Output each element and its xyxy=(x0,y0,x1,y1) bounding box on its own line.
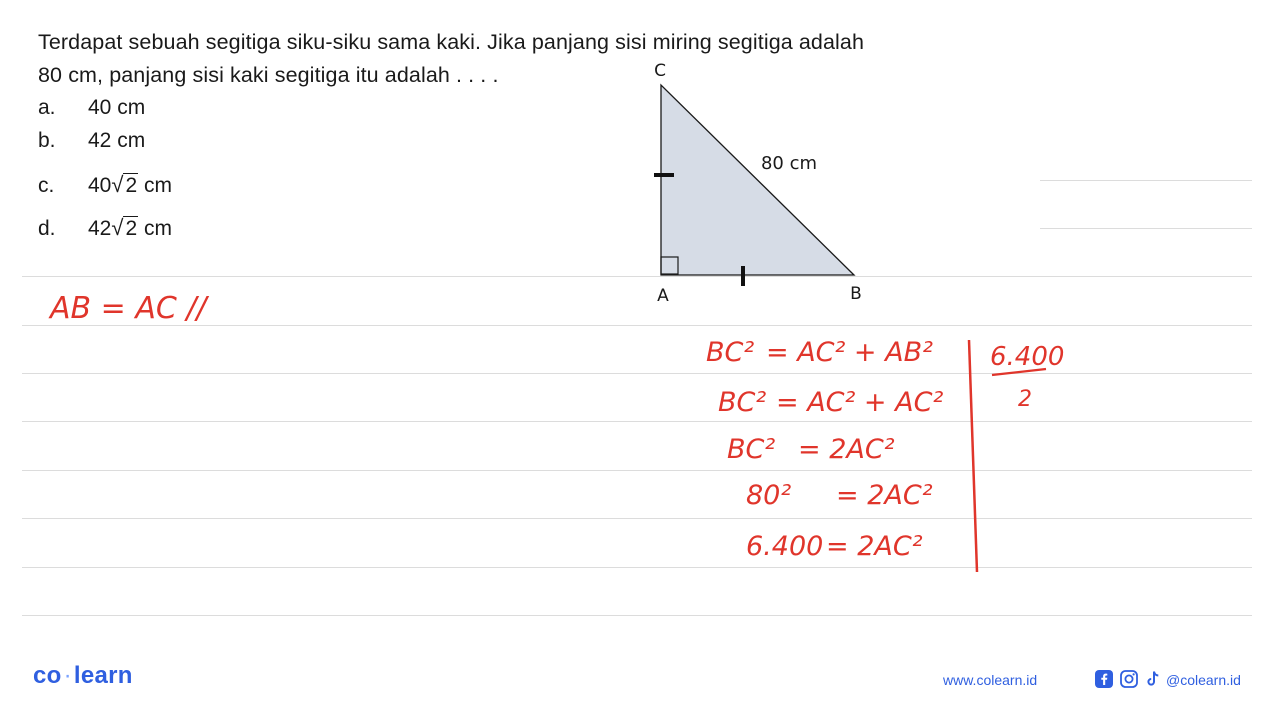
handwritten-step-1-rhs: = AC² + AB² xyxy=(766,337,933,368)
handwritten-side-numerator: 6.400 xyxy=(990,342,1065,372)
vertex-label-a: A xyxy=(657,286,669,306)
square-root: √2 xyxy=(111,172,138,197)
square-root: √2 xyxy=(111,215,138,240)
facebook-icon[interactable] xyxy=(1094,669,1114,689)
handwritten-notes xyxy=(48,291,1064,572)
option-text: 40 cm xyxy=(88,96,146,119)
colearn-logo[interactable] xyxy=(33,662,133,690)
website-link[interactable]: www.colearn.id xyxy=(943,672,1038,688)
logo-text-learn: learn xyxy=(73,662,133,689)
option-letter: c. xyxy=(38,174,55,197)
right-triangle-diagram xyxy=(654,61,862,306)
radicand: 2 xyxy=(125,217,138,240)
vertex-label-c: C xyxy=(654,61,666,81)
social-handle[interactable]: @colearn.id xyxy=(1166,672,1241,688)
handwritten-step-3-lhs: BC² xyxy=(727,434,776,465)
option-unit: cm xyxy=(143,174,172,197)
handwritten-step-2-lhs: BC² xyxy=(718,387,767,418)
handwritten-side-denominator: 2 xyxy=(1018,387,1032,412)
vertex-label-b: B xyxy=(850,284,862,304)
handwritten-step-3-rhs: = 2AC² xyxy=(798,434,895,465)
handwritten-step-4-rhs: = 2AC² xyxy=(836,480,933,511)
tiktok-icon[interactable] xyxy=(1143,669,1163,689)
handwritten-step-5-lhs: 6.400 xyxy=(746,531,824,562)
handwritten-ab-equals-ac: AB = AC // xyxy=(50,291,207,326)
radicand: 2 xyxy=(125,174,138,197)
option-letter: d. xyxy=(38,217,56,240)
option-letter: a. xyxy=(38,96,56,119)
option-letter: b. xyxy=(38,129,56,152)
option-text: 42 cm xyxy=(88,129,146,152)
option-unit: cm xyxy=(143,217,172,240)
option-coefficient: 42 xyxy=(88,217,112,240)
triangle-shape xyxy=(661,85,854,275)
handwritten-divider xyxy=(969,340,977,572)
handwritten-step-2-rhs: = AC² + AC² xyxy=(776,387,944,418)
instagram-icon[interactable] xyxy=(1119,669,1139,689)
handwritten-step-4-lhs: 80² xyxy=(746,480,792,511)
handwritten-step-1-lhs: BC² xyxy=(706,337,755,368)
logo-text-co: co xyxy=(33,662,62,689)
handwritten-step-5-rhs: = 2AC² xyxy=(826,531,923,562)
hypotenuse-label: 80 cm xyxy=(760,153,818,174)
question-line-2: 80 cm, panjang sisi kaki segitiga itu adalah . . . . xyxy=(38,63,499,87)
option-coefficient: 40 xyxy=(88,174,112,197)
question-line-1: Terdapat sebuah segitiga siku-siku sama kaki. Jika panjang sisi miring segitiga adalah xyxy=(38,30,865,54)
logo-separator-dot: · xyxy=(63,662,72,689)
